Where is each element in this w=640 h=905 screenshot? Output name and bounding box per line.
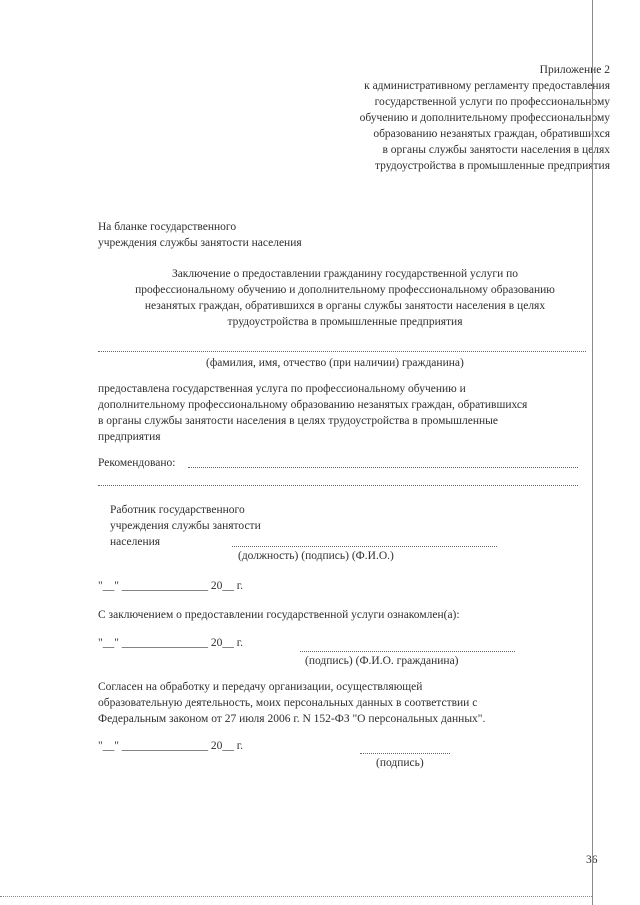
conclusion-title-line: профессиональному обучению и дополнительному профессиональному образованию (135, 284, 555, 296)
page-number: 36 (586, 854, 598, 866)
consent-line: Согласен на обработку и передачу организации, осуществляющей (98, 681, 423, 693)
signature-line (232, 546, 497, 547)
date-field: "__" _______________ 20__ г. (98, 637, 244, 649)
fio-line (98, 351, 586, 352)
worker-line: населения (110, 536, 161, 548)
letterhead-line: учреждения службы занятости населения (98, 237, 302, 249)
scan-edge-line (592, 0, 593, 905)
conclusion-title-line: Заключение о предоставлении гражданину государственной услуги по (171, 268, 519, 280)
worker-line: учреждения службы занятости (110, 520, 261, 532)
fio-caption: (фамилия, имя, отчество (при наличии) гражданина) (206, 357, 464, 369)
appendix-title: Приложение 2 (539, 64, 610, 76)
appendix-line: образованию незанятых граждан, обратившихся (373, 128, 610, 140)
conclusion-title-line: трудоустройства в промышленные предприятия (227, 316, 463, 328)
signature-line (360, 753, 450, 754)
signature-caption: (подпись) (376, 757, 424, 769)
date-field: "__" _______________ 20__ г. (98, 580, 244, 592)
consent-line: образовательную деятельность, моих персональных данных в соответствии с (98, 697, 478, 709)
service-text-line: в органы службы занятости населения в целях трудоустройства в промышленные (98, 415, 498, 427)
worker-line: Работник государственного (110, 504, 245, 516)
signature-caption: (должность) (подпись) (Ф.И.О.) (238, 550, 394, 562)
recommended-line (188, 467, 578, 468)
appendix-line: в органы службы занятости населения в целях (382, 144, 610, 156)
consent-line: Федеральным законом от 27 июля 2006 г. N 152-ФЗ "О персональных данных". (98, 713, 486, 725)
conclusion-title-line: незанятых граждан, обратившихся в органы службы занятости населения в целях (144, 300, 546, 312)
acquainted-text: С заключением о предоставлении государственной услуги ознакомлен(а): (98, 609, 460, 621)
service-text-line: дополнительному профессиональному образованию незанятых граждан, обратившихся (98, 399, 528, 411)
recommended-line-2 (98, 485, 578, 486)
service-text-line: предприятия (98, 431, 161, 443)
signature-line (300, 651, 515, 652)
letterhead-line: На бланке государственного (98, 221, 237, 233)
scan-bottom-edge (0, 896, 592, 897)
appendix-line: трудоустройства в промышленные предприятия (375, 160, 610, 172)
date-field: "__" _______________ 20__ г. (98, 740, 244, 752)
recommended-label: Рекомендовано: (98, 457, 176, 469)
appendix-line: к административному регламенту предоставления (364, 80, 610, 92)
service-text-line: предоставлена государственная услуга по профессиональному обучению и (98, 383, 466, 395)
appendix-line: обучению и дополнительному профессиональному (359, 112, 610, 124)
signature-caption: (подпись) (Ф.И.О. гражданина) (305, 655, 459, 667)
appendix-line: государственной услуги по профессиональному (374, 96, 610, 108)
